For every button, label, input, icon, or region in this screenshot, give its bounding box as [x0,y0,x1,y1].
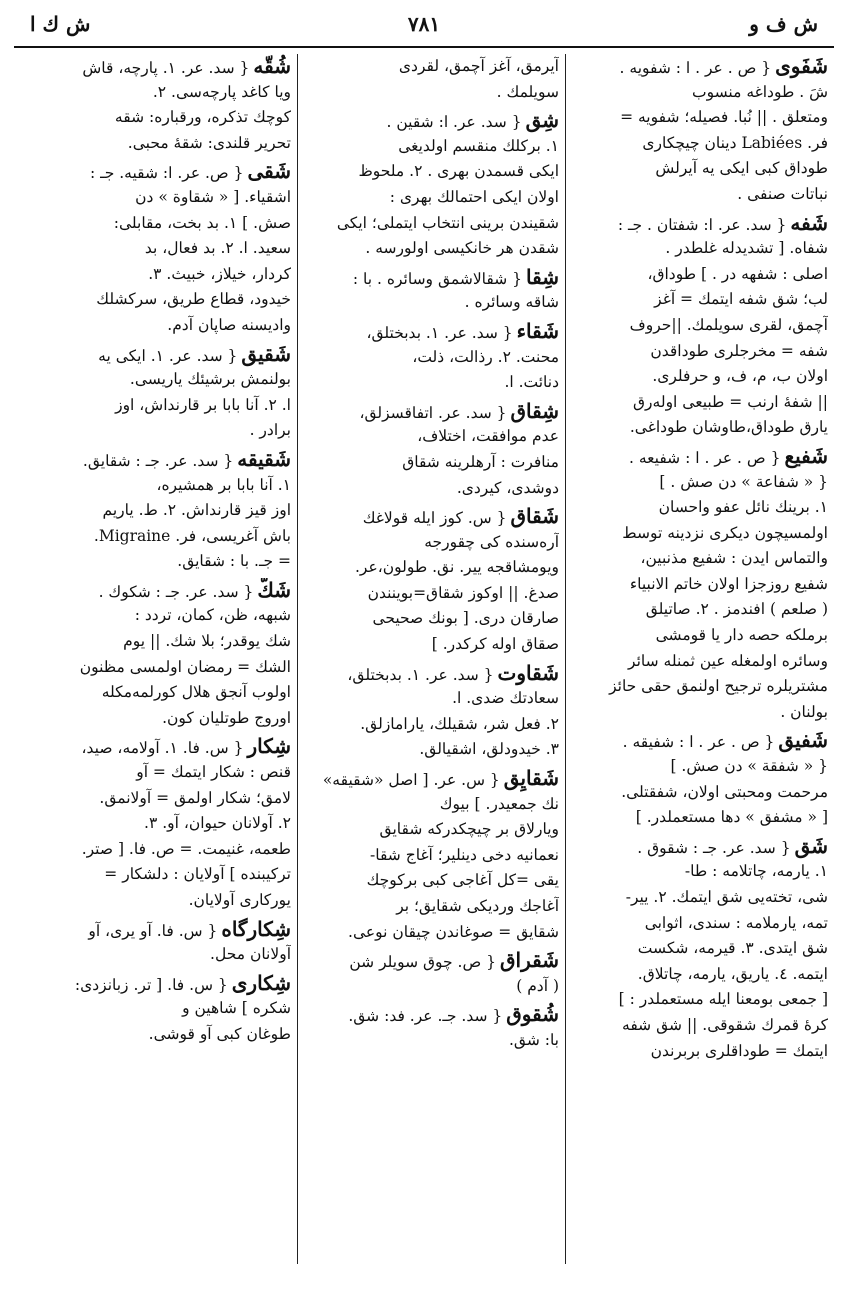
entry-text: { سد. عر. جـ : شكوك . [98,582,254,601]
dictionary-entry [36,342,291,444]
entry-line [572,262,828,288]
dictionary-entry [572,444,828,726]
entry-line [304,319,559,345]
entry-text: { سد. عر. ا: شقين . [386,113,522,132]
entry-text: { سد. عر. ١. بدبختلق، [366,323,513,342]
entry-text: نباتات صنفى . [737,184,828,203]
entry-line [36,473,291,499]
entry-text: آچمق، لقرى سويلمك. ||حروف [629,315,828,334]
entry-line [572,236,828,262]
entry-line [304,606,559,632]
dictionary-entry [36,917,291,968]
entry-text: بولنمش برشيئك ياريسى. [129,370,291,389]
entry-text: [ « مشفق » دها مستعملدر. ] [635,808,828,827]
entry-text: اولان ب، م، ف، و حرفلرى. [652,367,828,386]
entry-line [304,290,559,316]
entry-text: طوغان كبى آو قوشى. [148,1024,291,1043]
entry-line [36,706,291,732]
entry-text: { شقالاشمق وسائره . با : [352,269,523,288]
entry-text: سعادتك ضدى. ا. [452,689,559,708]
dictionary-entry [572,54,828,208]
entry-line [36,811,291,837]
entry-line [36,262,291,288]
entry-line [36,54,291,80]
entry-line [36,862,291,888]
dictionary-entry [36,447,291,575]
entry-text: تحرير قلندى: شقهٔ محبى. [127,133,291,152]
entry-headword: شَقاوت [497,660,559,685]
entry-line [304,211,559,237]
entry-text: آغاجك ورديكى شقايق؛ بر [396,897,559,915]
dictionary-entry [36,159,291,338]
dictionary-entry [304,319,559,396]
entry-text: ١. يارمه، چاتلامه : طا- [684,862,828,881]
entry-text: { ص . عر . ا : شفيعه . [629,448,781,467]
entry-text: مرحمت ومحبتى اولان، شفقتلى. [621,782,828,801]
entry-text: ويارلاق بر چيچكدركه شقايق [379,820,559,839]
entry-text: صدغ. || اوكوز شقاق=بوينندن [367,583,559,602]
entry-text: عدم موافقت، اختلاف، [417,427,559,446]
entry-text: تركيبنده ] آولايان : دلشكار = [104,865,291,884]
entry-line [36,734,291,760]
entry-text: شك يوقدر؛ بلا شك. || يوم [123,632,291,651]
entry-text: خيدود، قطاع طريق، سركشلك [96,290,291,309]
entry-line [304,54,559,80]
entry-line [304,974,559,1000]
entry-text: اولمسيچون ديكرى نزدينه توسط [622,523,828,542]
entry-text: ٣. خيدودلق، اشقيالق. [419,740,559,759]
entry-text: قنص : شكار ايتمك = آو [136,763,291,782]
entry-line [36,655,291,681]
dictionary-entry [304,54,559,105]
entry-line [36,996,291,1022]
entry-line [36,447,291,473]
entry-line [304,661,559,687]
entry-line [304,504,559,530]
entry-line [572,546,828,572]
entry-text: والتماس ايدن : شفيع مذنبين، [640,549,828,568]
dictionary-entry [36,54,291,156]
entry-text: ويا كاغد پارچه‌سى. ٢. [152,82,291,101]
entry-line [304,737,559,763]
entry-headword: شَقاق [510,504,559,529]
entry-text: { س. فا. آو يرى، آو [88,921,218,940]
entry-text: صارقان درى. [ بونك صحيحى [372,609,559,628]
entry-line [36,971,291,997]
entry-line [572,444,828,470]
entry-headword: شِق [525,108,559,133]
entry-line [304,766,559,792]
entry-line [304,1028,559,1054]
entry-line [572,623,828,649]
entry-text: صقاق اوله كركدر. ] [431,635,559,654]
entry-line [304,792,559,818]
entry-text: لب؛ شق شفه ايتمك = آغز [654,290,828,309]
entry-text: طعمه، غنيمت. = ص. فا. [ صتر. [81,839,291,858]
entry-line [572,572,828,598]
entry-text: || شفهٔ ارنب = طبيعى اوله‌رق [633,392,828,411]
entry-line [304,108,559,134]
entry-text: ( صلعم ) افندمز . ٢. صاتيلق [645,600,828,619]
entry-text: { سد. عر. اتفاقسزلق، [359,403,507,422]
entry-text: اصلى : شفهه در . ] طوداق، [647,264,828,283]
entry-text: { « شفقة » دن صش. ] [670,757,828,776]
entry-line [572,105,828,131]
entry-line [572,805,828,831]
entry-text: { سد. عر. ا: شفتان . جـ : [617,215,787,234]
entry-text: شفاه. [ تشديدله غلطدر . [665,239,828,258]
entry-text: يقى =كل آغاجى كبى بركوچك [366,871,559,890]
entry-line [36,287,291,313]
entry-line [36,185,291,211]
entry-line [304,476,559,502]
entry-text: { س. كوز ايله قولاغك [362,509,507,528]
entry-text: ايكى قسمدن بهرى . ٢. ملحوظ [358,162,559,181]
dictionary-entry [304,108,559,262]
entry-text: ا. ٢. آنا بابا بر قارنداش، اوز [115,395,291,414]
entry-line [36,367,291,393]
entry-text: { سد. جـ. عر. فد: شق. [348,1007,503,1026]
entry-line [304,632,559,658]
entry-line [572,339,828,365]
entry-line [304,159,559,185]
entry-line [36,131,291,157]
entry-text: سويلمك . [496,82,559,101]
entry-text: فر. Labiées دينان چيچكارى [642,133,828,152]
entry-line [572,674,828,700]
entry-text: آره‌سنده كى چقورجه [424,532,559,551]
dictionary-entry [304,504,559,658]
entry-line [36,498,291,524]
entry-line [572,859,828,885]
entry-line [572,780,828,806]
entry-line [36,211,291,237]
column-2 [298,54,566,1264]
entry-text: شق ايتدى. ٣. قيرمه، شكست [637,939,828,958]
entry-text: طوداق كبى ايكى يه آيرلش [655,159,828,178]
entry-headword: شِكارى [231,970,291,995]
entry-text: { س. فا. [ تر. زبانزدى: [74,975,228,994]
header-right-letters: ش ف و [749,12,818,36]
entry-line [36,418,291,444]
entry-text: { ص. عر. ا: شقيه. جـ : [90,164,244,183]
entry-text: { سد. عر. جـ : شقايق. [82,451,234,470]
entry-line [304,80,559,106]
entry-text: وسائره اولمغله عين ثمنله سائر [628,651,828,670]
entry-text: { ص. چوق سويلر شن [349,953,497,972]
entry-line [36,888,291,914]
entry-text: دوشدى، كيردى. [456,478,559,497]
entry-line [304,236,559,262]
entry-line [36,760,291,786]
entry-text: آيرمق، آغز آچمق، لقردى [398,57,559,75]
entry-line [572,521,828,547]
entry-text: اشقياء. [ « شقاوة » دن [135,187,291,206]
entry-line [36,942,291,968]
entry-line [572,156,828,182]
entry-line [572,54,828,80]
entry-text: ( آدم ) [516,976,559,995]
entry-line [36,837,291,863]
entry-line [36,159,291,185]
entry-text: { سد. عر. جـ : شقوق . [637,838,791,857]
entry-headword: شَق [794,833,828,858]
entry-line [572,287,828,313]
entry-line [36,313,291,339]
entry-headword: شِقاق [510,398,559,423]
dictionary-entry [304,265,559,316]
entry-line [36,786,291,812]
entry-line [36,680,291,706]
column-3 [30,54,298,1264]
dictionary-entry [304,399,559,501]
entry-text: برملكه حصه دار يا قومشى [655,626,828,645]
entry-line [572,885,828,911]
entry-text: لامق؛ شكار اولمق = آولانمق. [99,788,291,807]
entry-text: شاقه وسائره . [464,293,559,312]
dictionary-entry [304,661,559,763]
entry-headword: شَقراق [500,948,559,973]
entry-headword: شَفَوى [775,54,828,78]
entry-line [304,894,559,920]
entry-headword: شَقى [247,159,291,184]
entry-text: بولنان . [780,702,828,721]
entry-line [572,911,828,937]
header-left-letters: ش ك ا [30,12,91,36]
entry-line [572,182,828,208]
entry-line [304,185,559,211]
entry-text: شقيندن برينى انتخاب ايتملى؛ ايكى [336,213,559,232]
entry-line [572,649,828,675]
entry-text: { « شفاعة » دن صش . ] [659,472,828,491]
entry-text: واديسنه صاپان آدم. [167,315,291,334]
column-1 [566,54,834,1264]
entry-line [304,817,559,843]
entry-text: { سد. عر. ١. پارچه، قاش [82,59,250,77]
entry-text: ايتمك = طوداقلرى بربرندن [650,1041,828,1060]
entry-text: شَ . طوداغه منسوب [691,82,828,101]
entry-line [36,1022,291,1048]
entry-line [36,629,291,655]
entry-text: ايتمه. ٤. ياريق، يارمه، چاتلاق. [637,964,828,983]
entry-text: شفيع روزجزا اولان خاتم الانبياء [629,574,828,593]
entry-text: { س. عر. [ اصل «شقيقه» [322,771,500,790]
entry-line [304,581,559,607]
entry-text: دنائت. ا. [504,373,559,392]
dictionary-entry [572,728,828,830]
entry-text: كوچك تذكره، ورقباره: شقه [114,108,291,127]
entry-line [572,728,828,754]
entry-headword: شَكّ [257,577,291,602]
entry-text: ١. آنا بابا بر همشيره، [156,475,291,494]
entry-headword: شُقوق [506,1002,559,1027]
text-columns [14,54,834,1264]
entry-headword: شَفيق [778,728,828,753]
entry-text: سعيد. ا. ٢. بد فعال، بد [144,239,291,258]
entry-headword: شَفيع [784,443,828,468]
entry-line [572,962,828,988]
dictionary-entry [304,1002,559,1053]
entry-headword: شَقيق [241,341,291,366]
entry-line [304,345,559,371]
dictionary-entry [572,834,828,1064]
entry-text: شفه = مخرجلرى طوداقدن [650,341,828,360]
entry-line [304,920,559,946]
dictionary-entry [304,766,559,945]
entry-text: صش. ] ١. بد بخت، مقابلى: [113,213,291,232]
entry-line [572,700,828,726]
entry-headword: شَفه [790,210,828,235]
entry-text: { سد. عر. ١. بدبختلق، [347,665,494,684]
entry-line [572,364,828,390]
entry-line [36,578,291,604]
entry-text: محنت. ٢. رذالت، ذلت، [412,347,559,366]
dictionary-entry [36,734,291,913]
entry-line [36,393,291,419]
entry-text: شقدن هر خانكيسى اولورسه . [365,239,559,258]
entry-text: ٢. آولانان حيوان، آو. ٣. [144,814,291,833]
entry-line [304,843,559,869]
entry-line [36,80,291,106]
entry-line [572,597,828,623]
entry-text: { س. فا. ١. آولامه، صيد، [81,739,244,758]
entry-text: شى، تخته‌يى شق ايتمك. ٢. يير- [625,888,828,906]
entry-line [572,313,828,339]
entry-line [304,399,559,425]
entry-line [36,342,291,368]
entry-line [572,415,828,441]
entry-line [36,236,291,262]
entry-line [36,603,291,629]
entry-text: آولانان محل. [210,945,291,964]
entry-line [572,1039,828,1065]
entry-text: برادر . [249,421,291,440]
entry-text: شقايق = صوغاندن چيقان نوعى. [348,922,559,941]
dictionary-entry [36,971,291,1048]
entry-line [304,868,559,894]
entry-text: يارق طوداق،طاوشان طوداغى. [629,418,828,437]
entry-text: كرهٔ قمرك شقوقى. || شق شفه [622,1015,828,1034]
entry-line [304,555,559,581]
entry-text: الشك = رمضان اولمسى مظنون [79,657,291,676]
entry-text: نعمانيه دخى دينلير؛ آغاج شقا- [370,845,559,864]
entry-text: يوركارى آولايان. [188,891,291,909]
entry-text: ٢. فعل شر، شقيلك، يارامازلق. [360,714,559,733]
entry-line [36,549,291,575]
entry-line [36,524,291,550]
entry-headword: شِقا [526,264,559,289]
entry-line [304,424,559,450]
entry-line [36,105,291,131]
dictionary-entry [572,211,828,441]
entry-line [572,80,828,106]
entry-headword: شِكار [247,734,291,759]
entry-text: اولان ايكى احتمالك بهرى : [389,187,559,206]
entry-line [572,1013,828,1039]
entry-line [304,370,559,396]
entry-line [304,530,559,556]
entry-line [304,686,559,712]
entry-text: ويومشاقجه يير. نق. طولون،عر. [355,558,559,577]
entry-text: مشتريلره ترجيح اولنمق حقى حائز [609,677,828,696]
entry-text: ١. بركلك منقسم اولديغى [398,136,559,155]
entry-text: اولوب آنجق هلال كورلمه‌مكله [101,683,291,702]
entry-line [304,1002,559,1028]
entry-headword: شَقايِق [503,766,559,791]
entry-line [304,450,559,476]
entry-line [572,390,828,416]
entry-text: ومتعلق . || نُبا. فصيله؛ شفويه = [620,108,828,127]
dictionary-entry [36,578,291,732]
entry-headword: شُقّه [253,54,291,78]
entry-line [572,211,828,237]
entry-text: { ص . عر . ا : شفيقه . [622,733,775,752]
entry-text: تمه، يارملامه : سندى، اثوابى [644,913,828,932]
entry-text: كردار، خيلاز، خبيث. ٣. [148,264,291,283]
entry-line [572,470,828,496]
entry-text: باش آغريسى، فر. Migraine. [93,526,291,545]
page-header [14,6,834,48]
entry-text: شكره ] شاهين و [182,999,291,1018]
entry-line [36,917,291,943]
entry-line [572,754,828,780]
entry-text: = جـ. با : شقايق. [177,552,291,571]
entry-line [572,987,828,1013]
entry-line [572,834,828,860]
entry-line [572,131,828,157]
entry-text: شبهه، ظن، كمان، تردد : [134,606,291,625]
entry-headword: شَقاء [516,318,559,343]
entry-text: { ص . عر . ا : شفويه . [619,59,772,77]
entry-text: [ جمعى بومعنا ايله مستعملدر : ] [618,990,828,1009]
entry-text: اوز قيز قارنداش. ٢. ط. ياريم [102,501,291,520]
dictionary-entry [304,948,559,999]
page-number: ٧٨١ [407,12,441,36]
entry-text: نك جمعيدر. ] بيوك [439,794,559,813]
entry-line [572,936,828,962]
entry-line [304,712,559,738]
entry-line [304,134,559,160]
entry-headword: شَقيقه [237,446,291,471]
entry-headword: شِكارگاه [221,916,291,941]
entry-line [304,948,559,974]
entry-text: با: شق. [508,1030,559,1049]
entry-text: { سد. عر. ١. ايكى يه [98,346,238,365]
entry-text: اوروج طوتليان كون. [162,708,291,727]
entry-text: ١. برينك نائل عفو واحسان [658,498,828,517]
entry-line [572,495,828,521]
entry-line [304,265,559,291]
entry-text: منافرت : آرهلرينه شقاق [402,452,559,471]
